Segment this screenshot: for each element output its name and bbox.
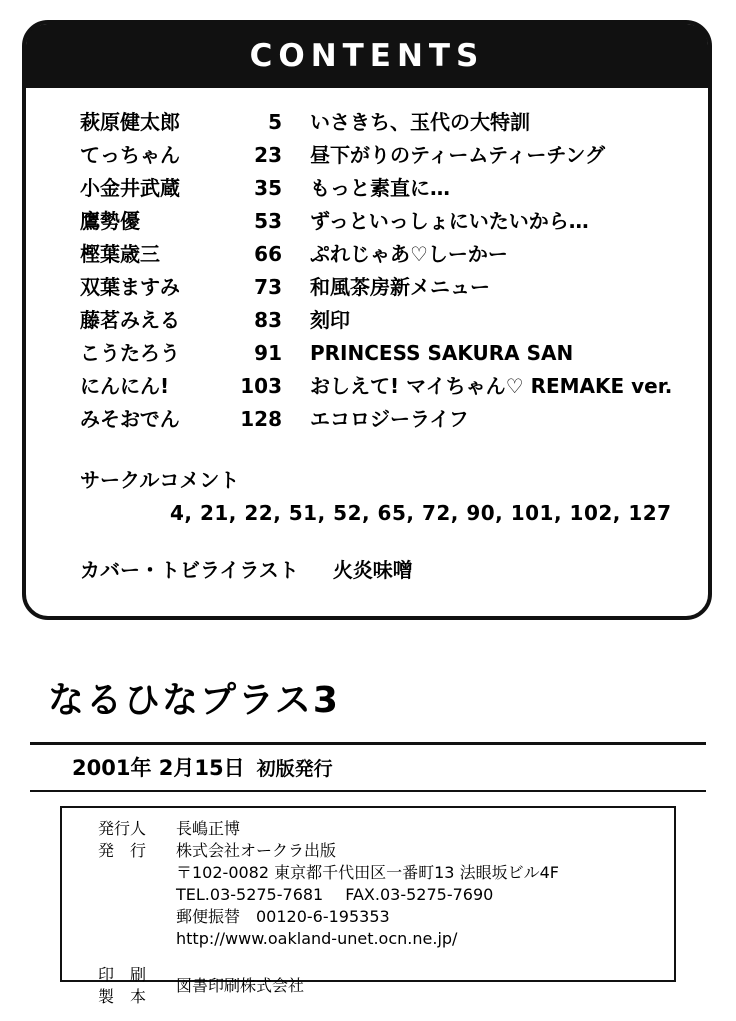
- toc-author: 鷹勢優: [80, 209, 140, 233]
- circle-comment-pages: 4, 21, 22, 51, 52, 65, 72, 90, 101, 102, 127: [170, 501, 672, 525]
- table-of-contents: [80, 106, 680, 436]
- colophon-box: [60, 806, 676, 1006]
- contents-panel: [22, 20, 712, 620]
- list-item: [80, 205, 680, 238]
- divider-top: [30, 742, 706, 745]
- publisher-details: [168, 840, 559, 950]
- publisher-tel: TEL.03-5275-7681: [176, 885, 324, 904]
- toc-title: ずっといっしょにいたいから…: [310, 209, 589, 233]
- list-item: [80, 106, 680, 139]
- toc-author: 双葉ますみ: [80, 275, 180, 299]
- toc-title: いさきち、玉代の大特訓: [310, 110, 530, 134]
- list-item: [80, 238, 680, 271]
- contents-title: CONTENTS: [26, 24, 708, 88]
- toc-page-number: 73: [254, 275, 282, 299]
- publication-date: [72, 752, 333, 782]
- divider-bottom: [30, 790, 706, 792]
- toc-page-number: 35: [254, 176, 282, 200]
- postal-transfer: 郵便振替 00120-6-195353: [176, 907, 390, 926]
- toc-author: こうたろう: [80, 341, 180, 365]
- toc-author: てっちゃん: [80, 143, 180, 167]
- publisher-fax: FAX.03-5275-7690: [345, 885, 494, 904]
- list-item: [80, 370, 680, 403]
- cover-credit-label: カバー・トビライラスト: [80, 558, 299, 582]
- publisher-person-value: 長嶋正博: [176, 819, 241, 838]
- circle-comment-section: [80, 464, 680, 525]
- toc-page-number: 128: [240, 407, 282, 431]
- toc-author: 藤茗みえる: [80, 308, 180, 332]
- toc-title: 和風茶房新メニュー: [310, 275, 490, 299]
- list-item: [80, 172, 680, 205]
- list-item: [80, 337, 680, 370]
- print-label: 印 刷: [97, 965, 146, 984]
- toc-author: にんにん!: [80, 374, 170, 398]
- list-item: [80, 304, 680, 337]
- publisher-url[interactable]: http://www.oakland-unet.ocn.ne.jp/: [176, 929, 458, 948]
- toc-page-number: 91: [254, 341, 282, 365]
- toc-page-number: 66: [254, 242, 282, 266]
- cover-illustration-credit: [80, 554, 413, 583]
- list-item: [80, 403, 680, 436]
- cover-credit-name: 火炎味噌: [332, 558, 413, 582]
- publisher-name: 株式会社オークラ出版: [176, 841, 337, 860]
- colophon-row-printing: [62, 964, 674, 1008]
- toc-title: エコロジーライフ: [310, 407, 469, 431]
- toc-page-number: 83: [254, 308, 282, 332]
- toc-title: PRINCESS SAKURA SAN: [310, 341, 574, 365]
- toc-title: ぷれじゃあ♡しーかー: [310, 242, 508, 266]
- publisher-contact: [176, 884, 559, 906]
- colophon-row-publisher: [62, 840, 674, 950]
- toc-title: おしえて! マイちゃん♡ REMAKE ver.: [310, 374, 673, 398]
- list-item: [80, 139, 680, 172]
- publication-date-note: 初版発行: [256, 758, 333, 780]
- toc-page-number: 103: [240, 374, 282, 398]
- toc-page-number: 23: [254, 143, 282, 167]
- toc-title: もっと素直に…: [310, 176, 450, 200]
- printing-labels: [76, 964, 168, 1008]
- colophon-row-publisher-person: [62, 818, 674, 840]
- publisher-label: 発 行: [97, 841, 146, 860]
- toc-author: 樫葉歳三: [80, 242, 160, 266]
- toc-author: 小金井武蔵: [80, 176, 180, 200]
- toc-title: 昼下がりのティームティーチング: [310, 143, 605, 167]
- book-title: なるひなプラス3: [48, 680, 340, 721]
- bind-label: 製 本: [97, 987, 146, 1006]
- toc-title: 刻印: [310, 308, 350, 332]
- toc-page-number: 53: [254, 209, 282, 233]
- list-item: [80, 271, 680, 304]
- publisher-address: 〒102-0082 東京都千代田区一番町13 法眼坂ビル4F: [176, 863, 559, 882]
- toc-page-number: 5: [268, 110, 282, 134]
- toc-author: 萩原健太郎: [80, 110, 180, 134]
- publication-date-value: 2001年 2月15日: [72, 756, 245, 780]
- publisher-person-label: 発行人: [97, 819, 146, 838]
- printer-name: 図書印刷株式会社: [176, 976, 305, 995]
- circle-comment-label: サークルコメント: [80, 468, 240, 492]
- toc-author: みそおでん: [80, 407, 180, 431]
